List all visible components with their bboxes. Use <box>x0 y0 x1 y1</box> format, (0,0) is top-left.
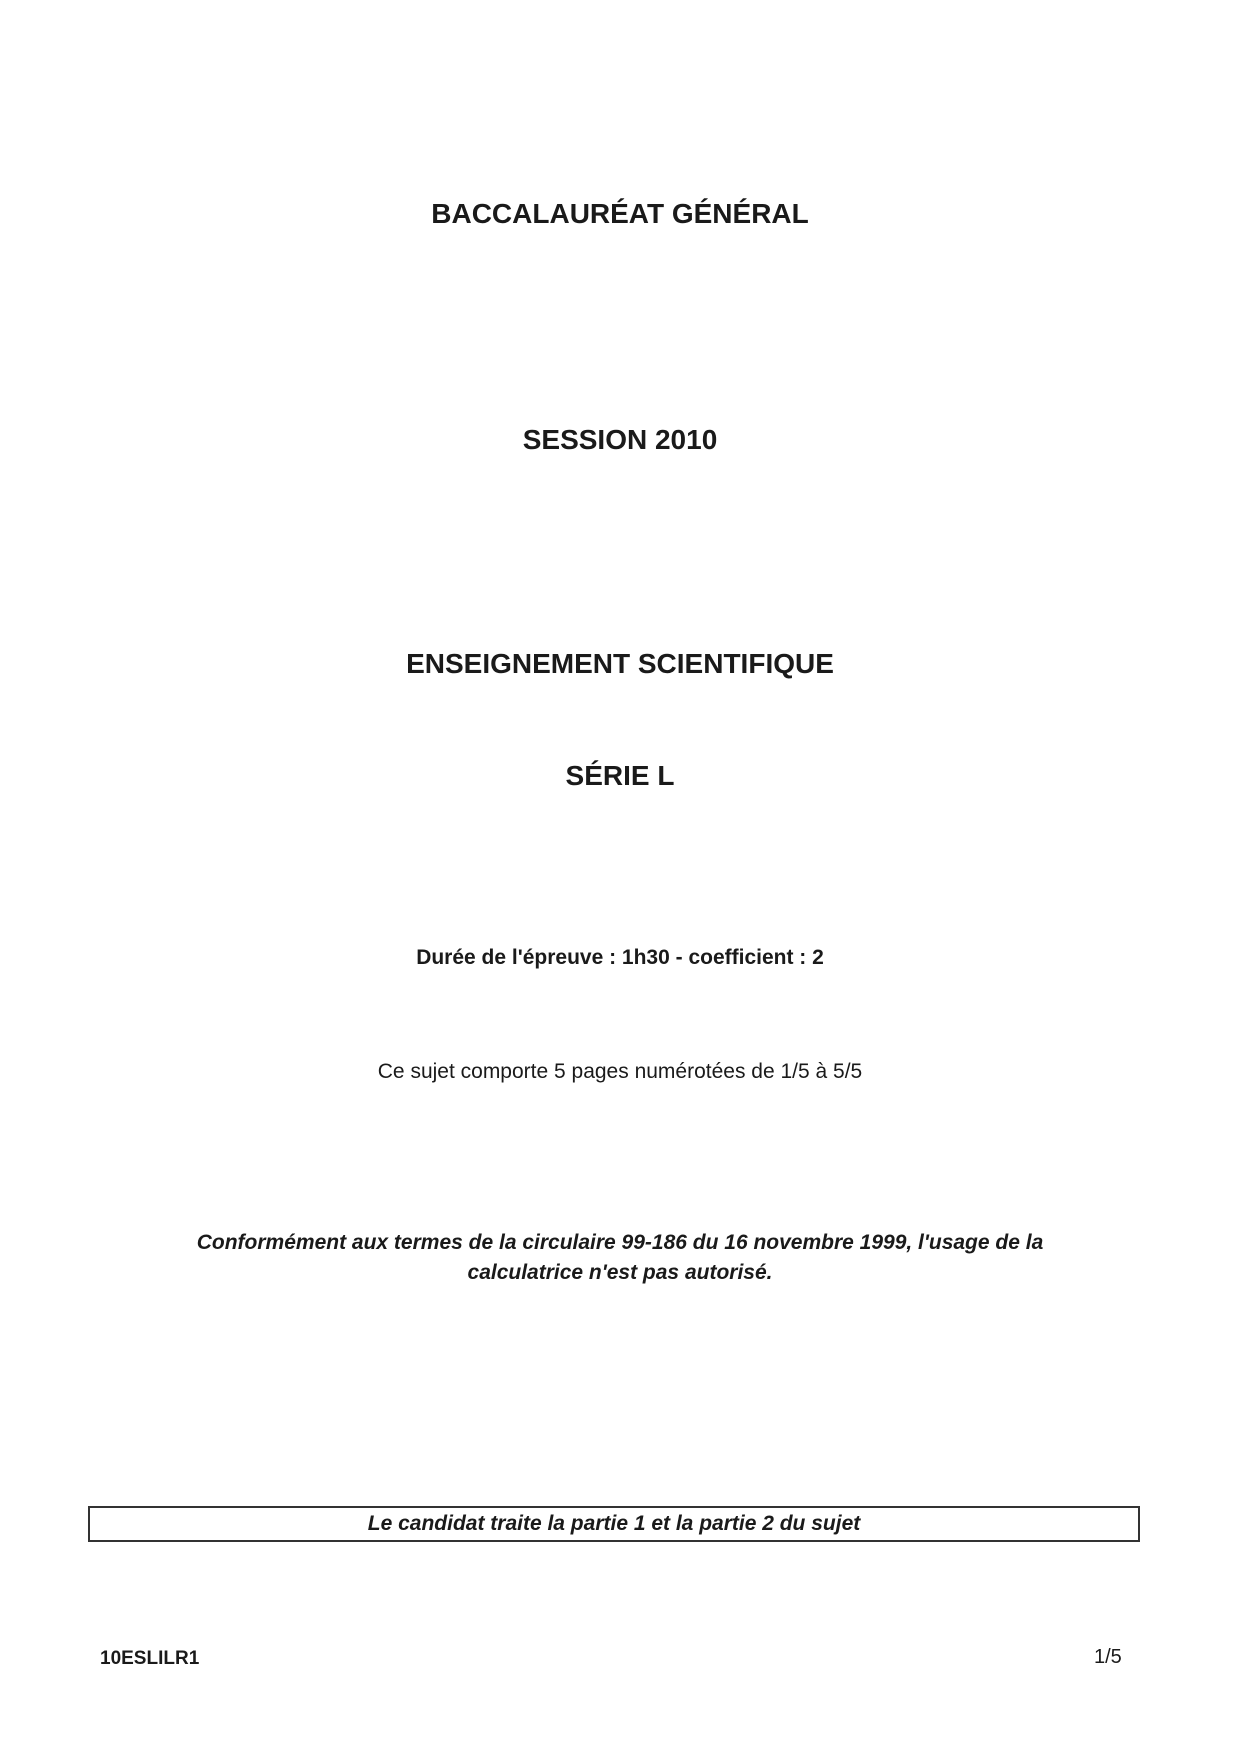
exam-title: BACCALAURÉAT GÉNÉRAL <box>431 198 809 229</box>
exam-duration: Durée de l'épreuve : 1h30 - coefficient : 2 <box>416 946 824 969</box>
pages-note: Ce sujet comporte 5 pages numérotées de 1/5 à 5/5 <box>377 1060 863 1083</box>
series-heading: SÉRIE L <box>565 760 675 791</box>
session-heading: SESSION 2010 <box>522 424 718 455</box>
page-number: 1/5 <box>1094 1646 1122 1668</box>
calculator-note-line-2: calculatrice n'est pas autorisé. <box>467 1261 773 1284</box>
subject-heading: ENSEIGNEMENT SCIENTIFIQUE <box>406 648 834 679</box>
calculator-note-line-1: Conformément aux termes de la circulaire 99-186 du 16 novembre 1999, l'usage de la <box>196 1231 1044 1254</box>
instruction-box: Le candidat traite la partie 1 et la partie 2 du sujet <box>88 1506 1140 1542</box>
document-code: 10ESLILR1 <box>100 1648 200 1669</box>
